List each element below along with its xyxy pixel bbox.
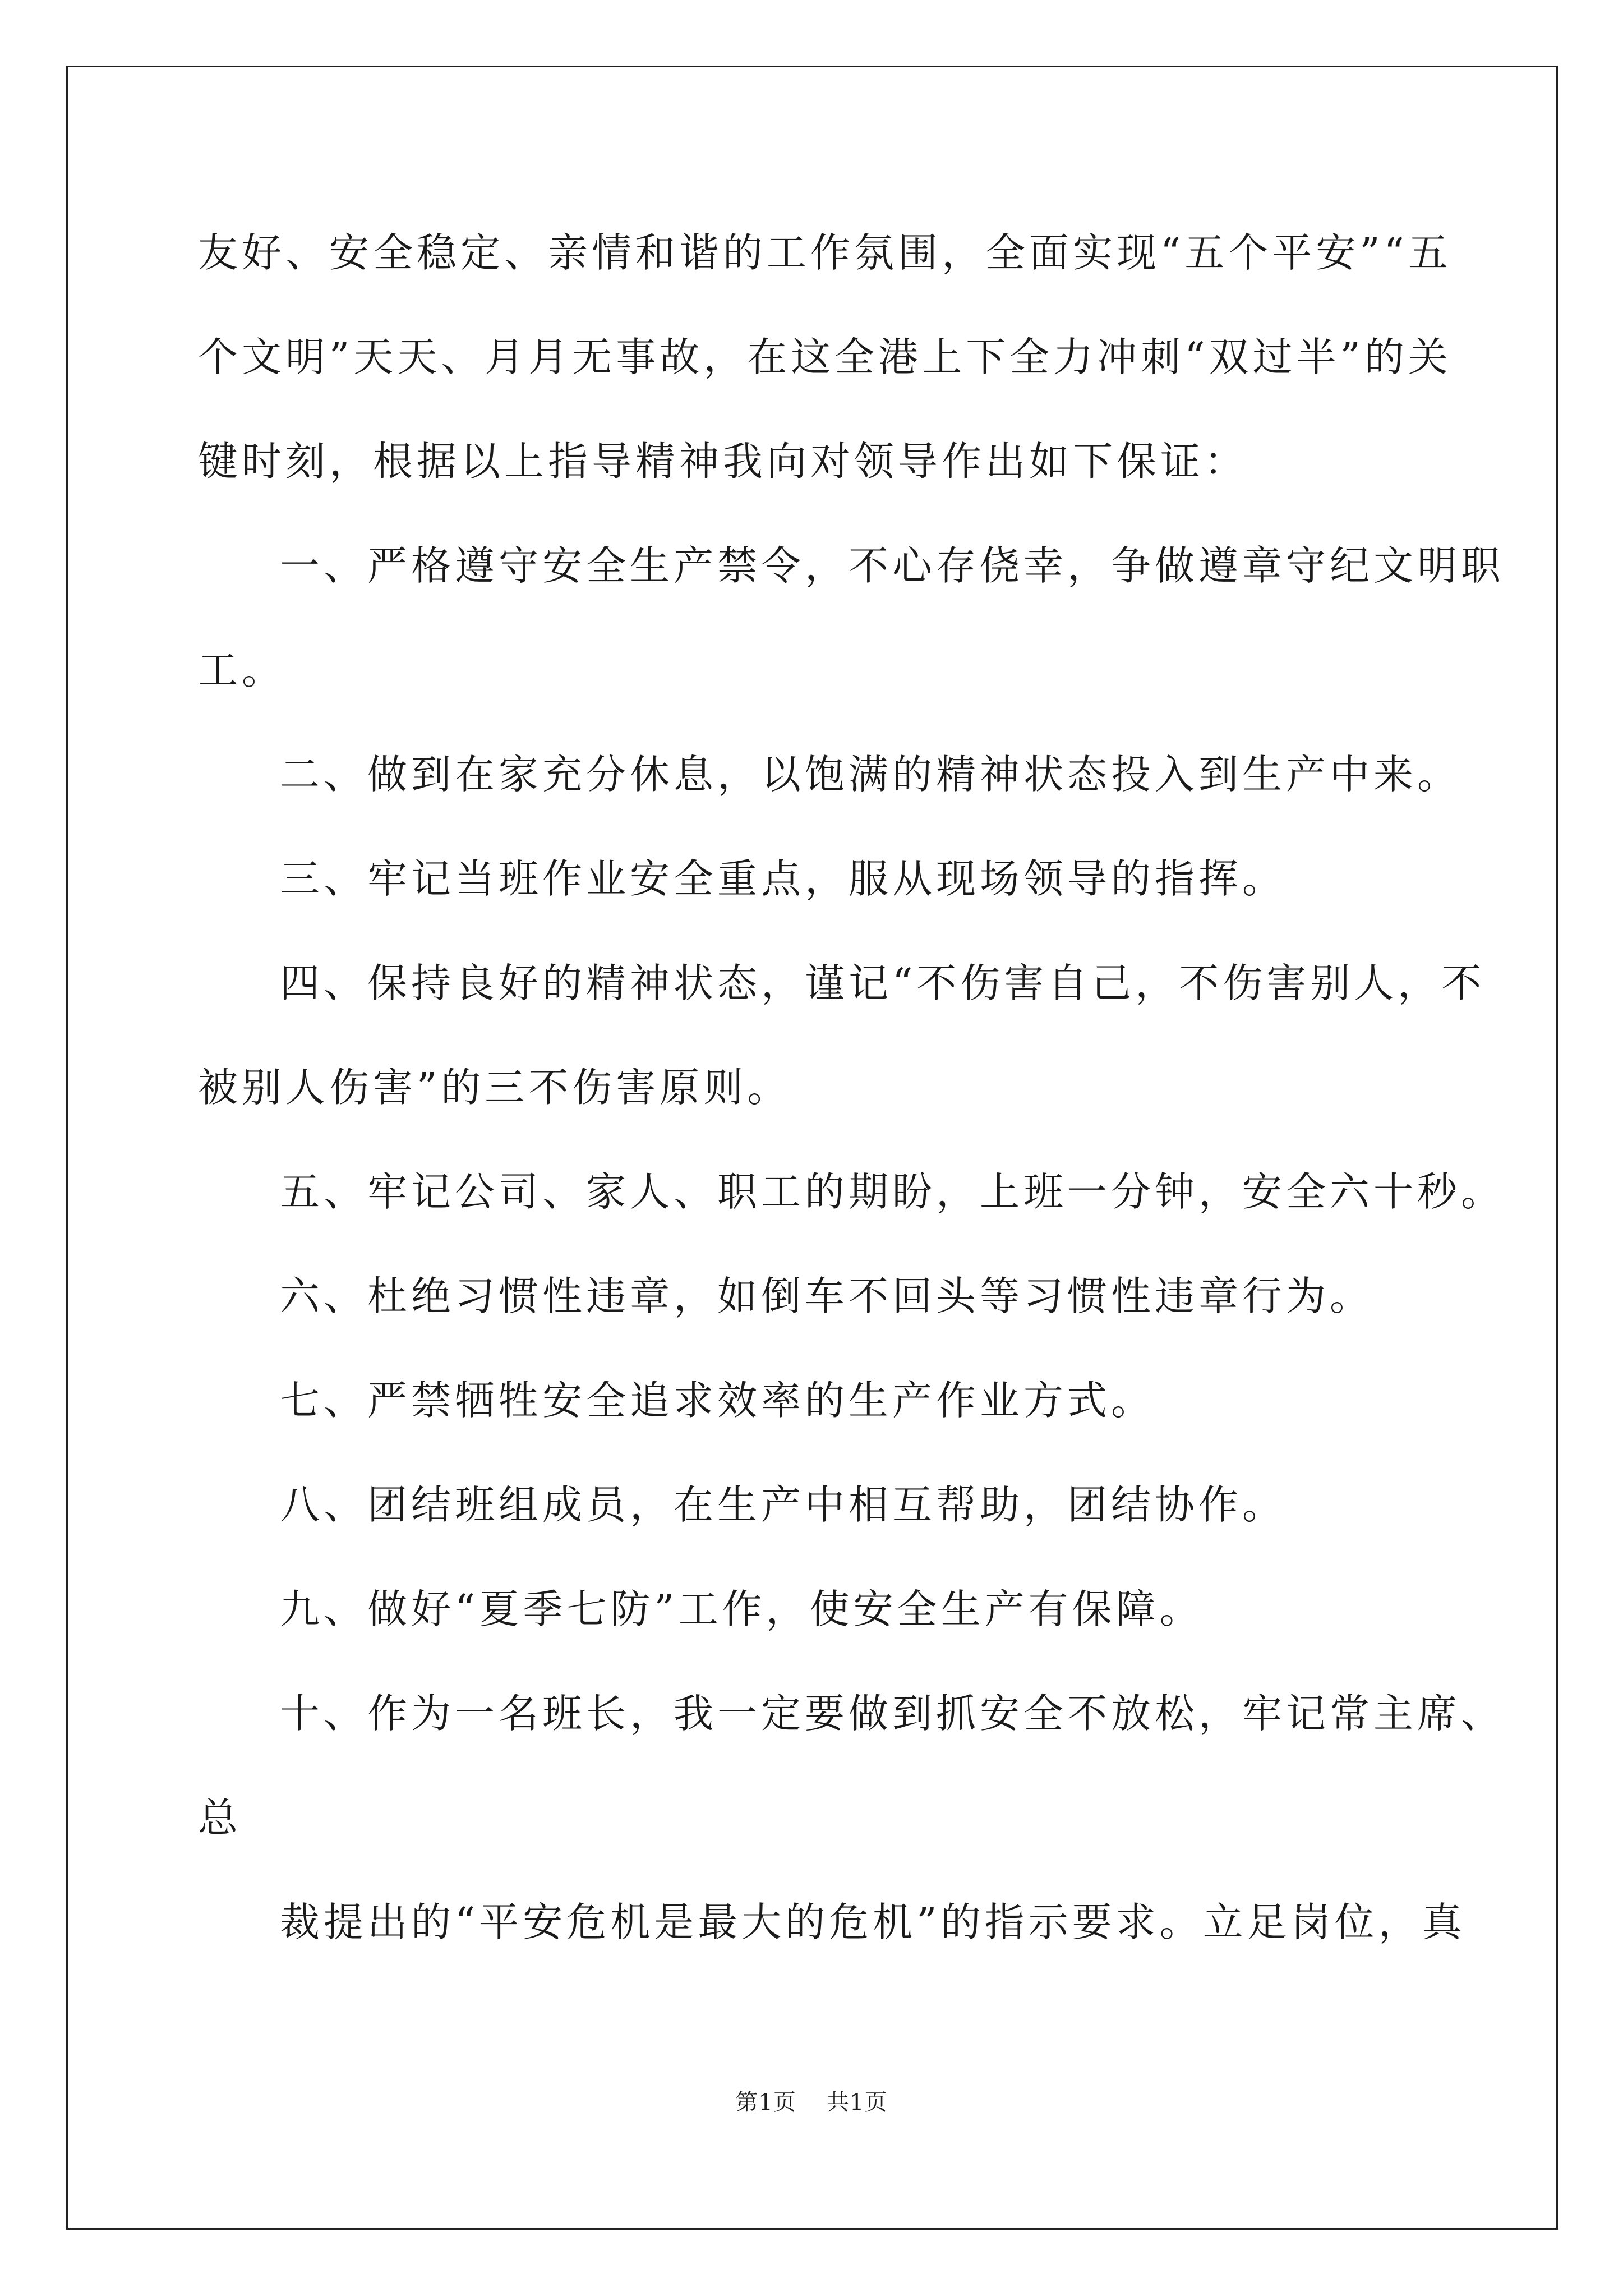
text-line: 个文明”天天、月月无事故，在这全港上下全力冲刺“双过半”的关: [198, 334, 1452, 380]
text-line: 二、做到在家充分休息，以饱满的精神状态投入到生产中来。: [280, 751, 1461, 798]
text-line: 键时刻，根据以上指导精神我向对领导作出如下保证：: [198, 438, 1248, 485]
text-line: 九、做好“夏季七防”工作，使安全生产有保障。: [280, 1586, 1204, 1632]
text-line: 友好、安全稳定、亲情和谐的工作氛围，全面实现“五个平安”“五: [198, 229, 1452, 276]
text-line: 一、严格遵守安全生产禁令，不心存侥幸，争做遵章守纪文明职: [280, 542, 1505, 589]
page-number: 第1页: [735, 2090, 796, 2115]
text-line: 八、团结班组成员，在生产中相互帮助，团结协作。: [280, 1481, 1287, 1528]
text-line: 裁提出的“平安危机是最大的危机”的指示要求。立足岗位，真: [280, 1899, 1466, 1945]
text-line: 七、严禁牺牲安全追求效率的生产作业方式。: [280, 1377, 1155, 1424]
text-line: 工。: [198, 647, 286, 693]
text-line: 四、保持良好的精神状态，谨记“不伤害自己，不伤害别人，不: [280, 960, 1486, 1006]
page-total: 共1页: [827, 2090, 888, 2115]
text-line: 三、牢记当班作业安全重点，服从现场领导的指挥。: [280, 855, 1287, 902]
page-footer: [0, 2087, 1623, 2118]
document-body: [198, 0, 1505, 2076]
text-line: 总: [198, 1795, 242, 1841]
text-line: 被别人伤害”的三不伤害原则。: [198, 1064, 791, 1111]
text-line: 六、杜绝习惯性违章，如倒车不回头等习惯性违章行为。: [280, 1273, 1374, 1319]
text-line: 十、作为一名班长，我一定要做到抓安全不放松，牢记常主席、: [280, 1690, 1505, 1737]
text-line: 五、牢记公司、家人、职工的期盼，上班一分钟，安全六十秒。: [280, 1168, 1505, 1215]
